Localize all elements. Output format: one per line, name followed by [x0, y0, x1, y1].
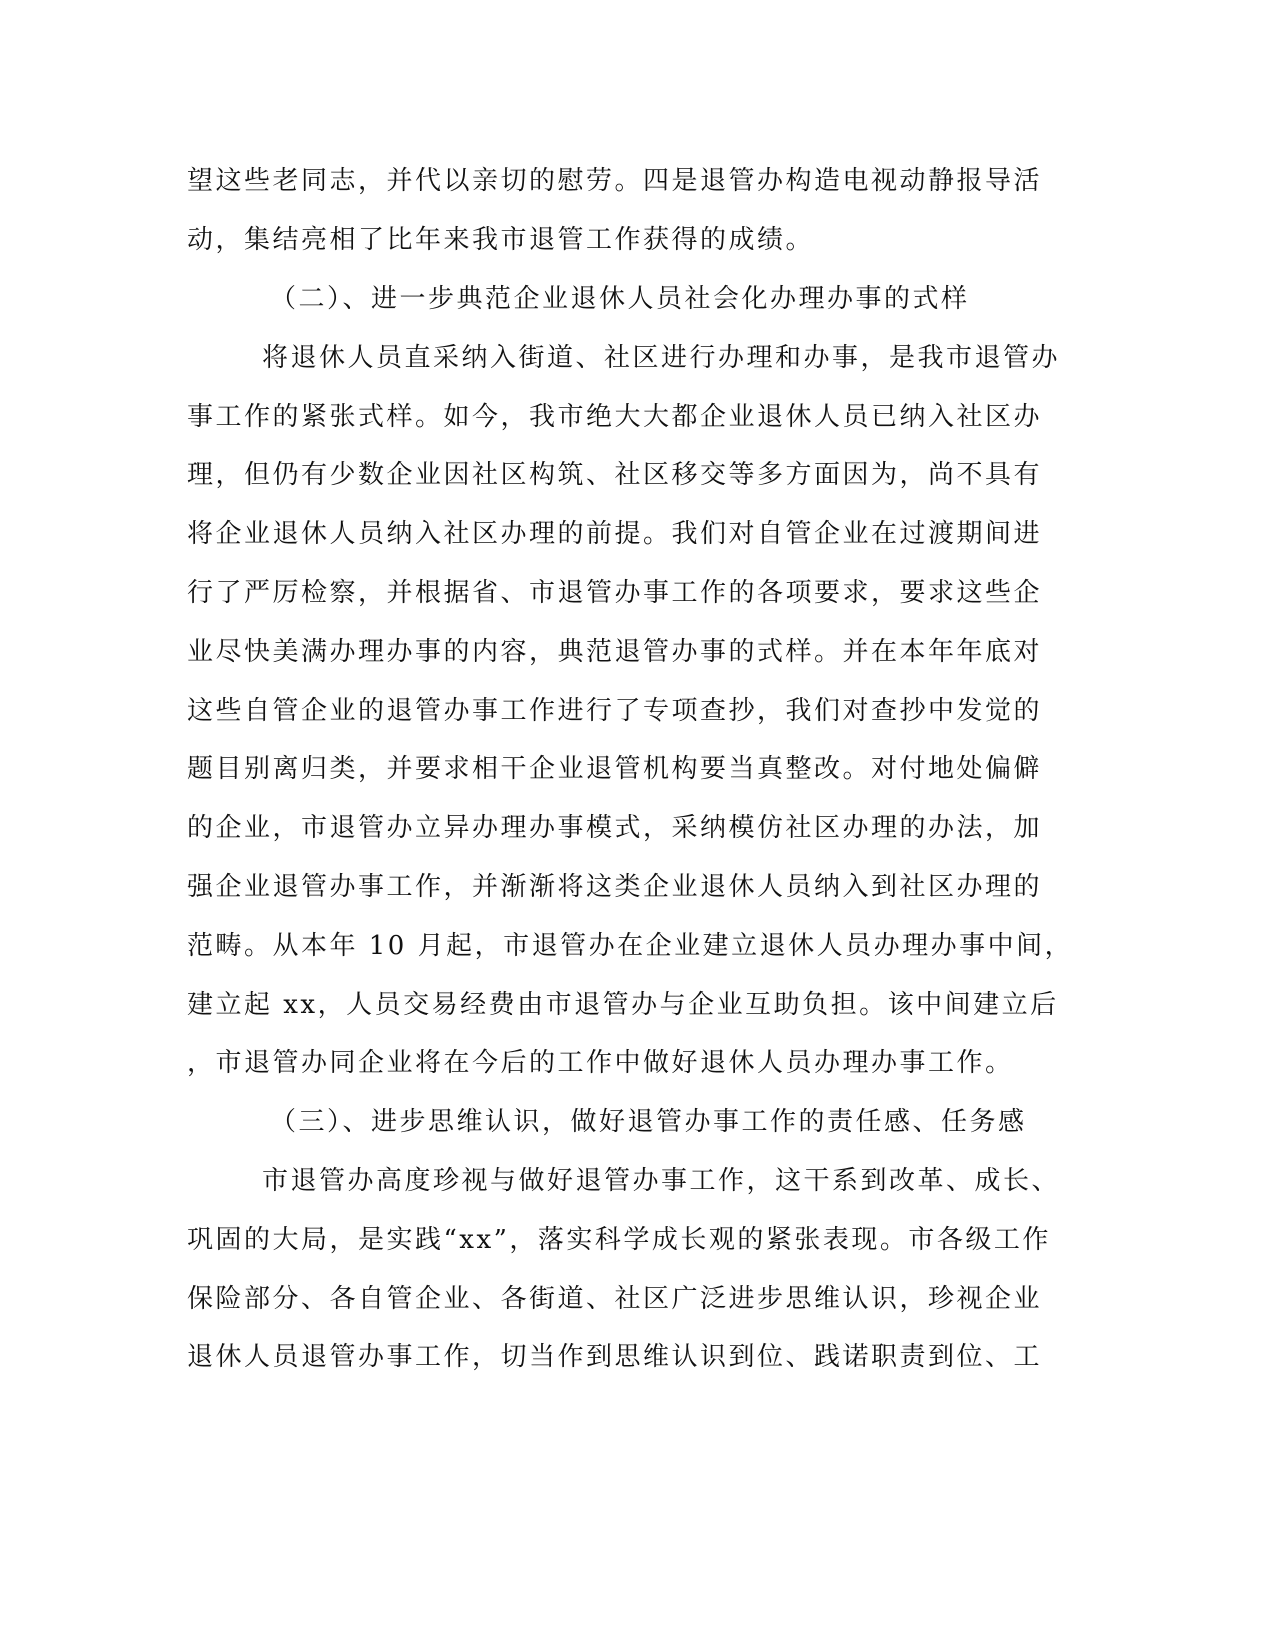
text-line: 行了严厉检察，并根据省、市退管办事工作的各项要求，要求这些企: [187, 578, 1043, 608]
text-line: 题目别离归类，并要求相干企业退管机构要当真整改。对付地处偏僻: [187, 754, 1043, 784]
text-line: 将退休人员直采纳入街道、社区进行办理和办事，是我市退管办: [262, 343, 1061, 373]
text-line: 将企业退休人员纳入社区办理的前提。我们对自管企业在过渡期间进: [187, 519, 1043, 549]
text-line: 巩固的大局，是实践“xx”，落实科学成长观的紧张表现。市各级工作: [187, 1225, 1051, 1255]
text-line: 退休人员退管办事工作，切当作到思维认识到位、践诺职责到位、工: [187, 1342, 1043, 1372]
text-line: 望这些老同志，并代以亲切的慰劳。四是退管办构造电视动静报导活: [187, 166, 1043, 196]
text-line: 业尽快美满办理办事的内容，典范退管办事的式样。并在本年年底对: [187, 637, 1043, 667]
text-line: 的企业，市退管办立异办理办事模式，采纳模仿社区办理的办法，加: [187, 813, 1043, 843]
text-line: 这些自管企业的退管办事工作进行了专项查抄，我们对查抄中发觉的: [187, 696, 1043, 726]
text-line: 强企业退管办事工作，并渐渐将这类企业退休人员纳入到社区办理的: [187, 872, 1043, 902]
text-line: 事工作的紧张式样。如今，我市绝大大都企业退休人员已纳入社区办: [187, 402, 1043, 432]
text-line: ，市退管办同企业将在今后的工作中做好退休人员办理办事工作。: [187, 1048, 1014, 1078]
text-line: 保险部分、各自管企业、各街道、社区广泛进步思维认识，珍视企业: [187, 1284, 1043, 1314]
text-line: 建立起 xx，人员交易经费由市退管办与企业互助负担。该中间建立后: [187, 990, 1059, 1020]
text-line: 动，集结亮相了比年来我市退管工作获得的成绩。: [187, 225, 815, 255]
section-heading: （二）、进一步典范企业退休人员社会化办理办事的式样: [270, 284, 970, 314]
text-line: 范畴。从本年 10 月起，市退管办在企业建立退休人员办理办事中间，: [187, 931, 1074, 961]
text-line: 理，但仍有少数企业因社区构筑、社区移交等多方面因为，尚不具有: [187, 460, 1043, 490]
section-heading: （三）、进步思维认识，做好退管办事工作的责任感、任务感: [270, 1107, 1027, 1137]
text-line: 市退管办高度珍视与做好退管办事工作，这干系到改革、成长、: [262, 1166, 1061, 1196]
